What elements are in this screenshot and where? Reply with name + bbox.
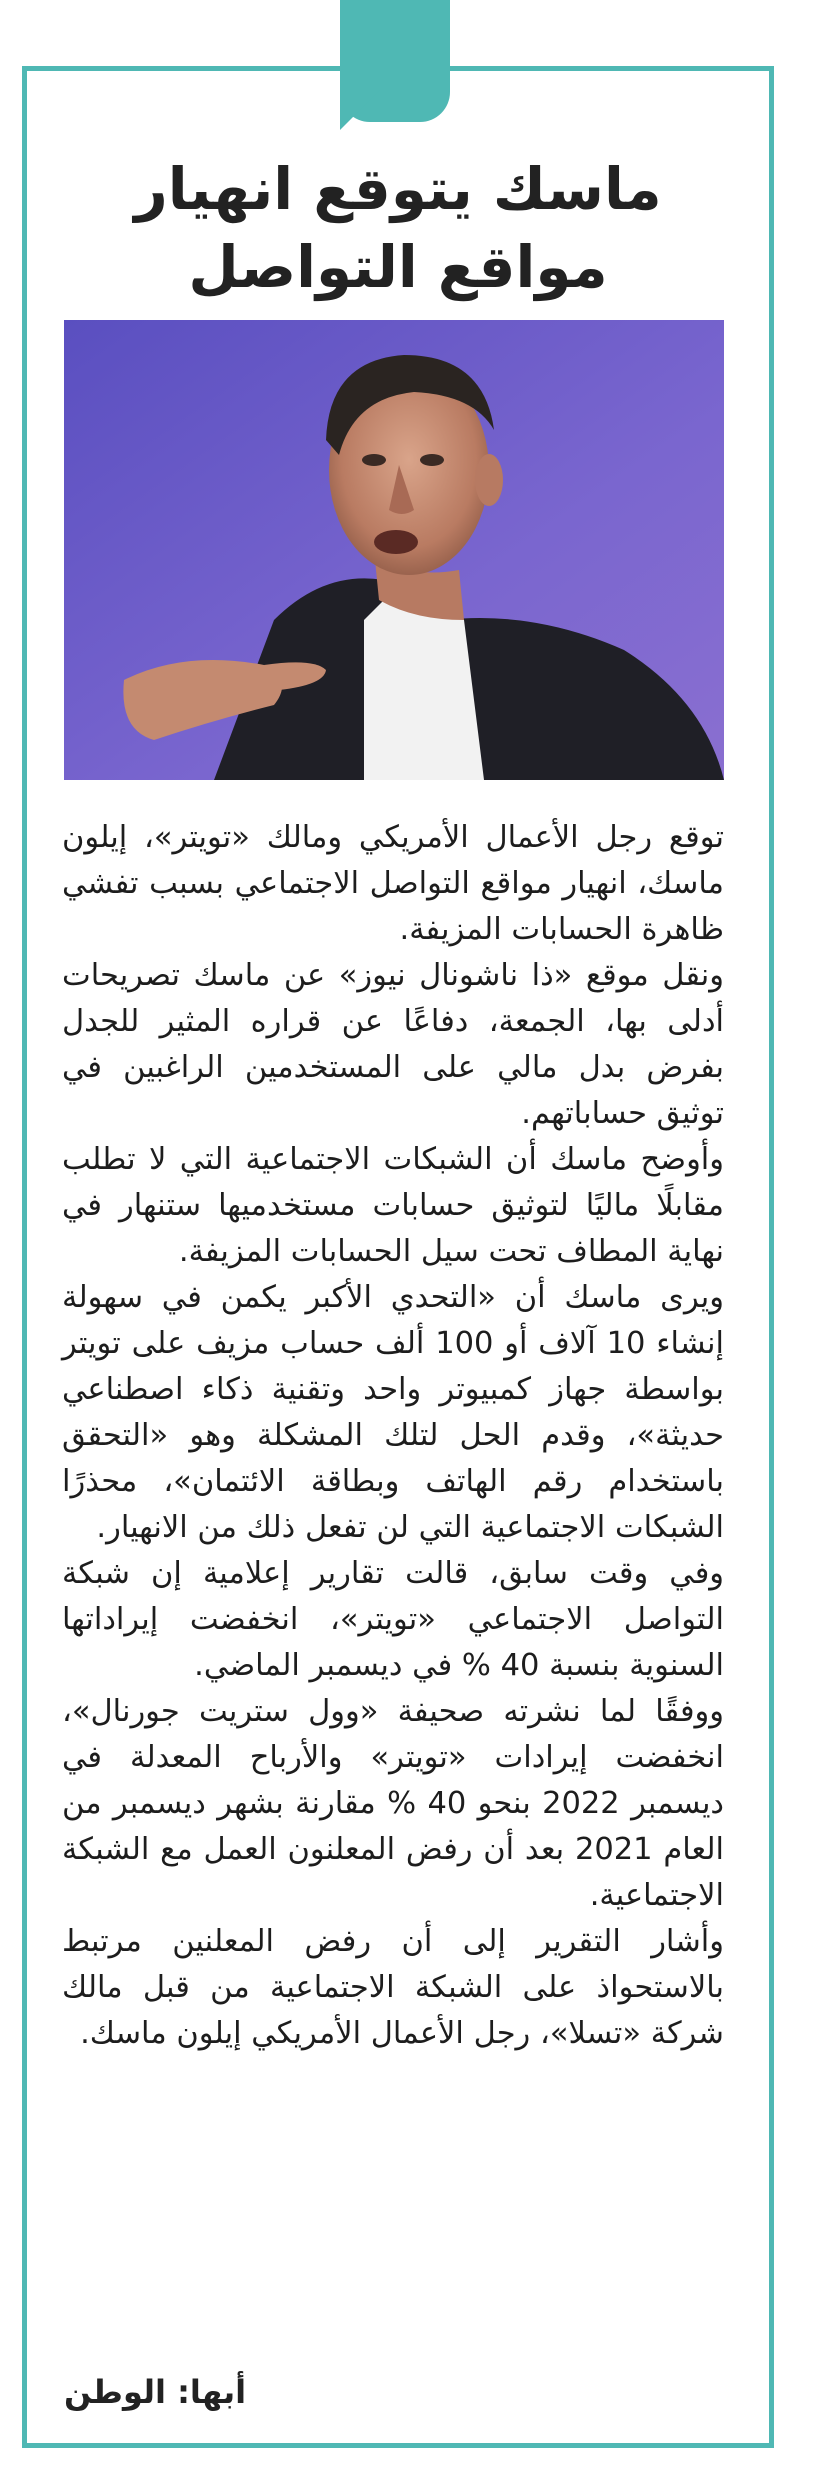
paragraph: وفي وقت سابق، قالت تقارير إعلامية إن شبكة التواصل الاجتماعي «تويتر»، انخفضت إيراداتها السنوية بنسبة 40 % في ديسمبر الماضي. (62, 1556, 724, 1683)
byline: أبها: الوطن (64, 2373, 247, 2411)
article-photo (64, 320, 724, 780)
paragraph: ويرى ماسك أن «التحدي الأكبر يكمن في سهولة إنشاء 10 آلاف أو 100 ألف حساب مزيف على تويتر بواسطة جهاز كمبيوتر واحد وتقنية ذكاء اصطناعي حديثة»، وقدم الحل لتلك المشكلة وهو «التحقق باستخدام رقم الهاتف وبطاقة الائتمان»، محذرًا الشبكات الاجتماعية التي لن تفعل ذلك من الانهيار. (62, 1280, 724, 1545)
paragraph: وأشار التقرير إلى أن رفض المعلنين مرتبط بالاستحواذ على الشبكة الاجتماعية من قبل مالك شركة «تسلا»، رجل الأعمال الأمريكي إيلون ماسك. (62, 1924, 724, 2051)
paragraph: توقع رجل الأعمال الأمريكي ومالك «تويتر»، إيلون ماسك، انهيار مواقع التواصل الاجتماعي بسبب تفشي ظاهرة الحسابات المزيفة. (62, 820, 724, 947)
paragraph: ووفقًا لما نشرته صحيفة «وول ستريت جورنال»، انخفضت إيرادات «تويتر» والأرباح المعدلة في ديسمبر 2022 بنحو 40 % مقارنة بشهر ديسمبر من العام 2021 بعد أن رفض المعلنون العمل مع الشبكة الاجتماعية. (62, 1694, 725, 1913)
article-body (62, 815, 724, 2057)
article-title: ماسك يتوقع انهيار مواقع التواصل (134, 155, 662, 301)
paragraph: ونقل موقع «ذا ناشونال نيوز» عن ماسك تصريحات أدلى بها، الجمعة، دفاعًا عن قراره المثير للجدل بفرض بدل مالي على المستخدمين الراغبين في توثيق حساباتهم. (62, 958, 724, 1131)
portrait-image (64, 320, 724, 780)
paragraph: وأوضح ماسك أن الشبكات الاجتماعية التي لا تطلب مقابلًا ماليًا لتوثيق حسابات مستخدميها ستنهار في نهاية المطاف تحت سيل الحسابات المزيفة. (62, 1142, 724, 1269)
